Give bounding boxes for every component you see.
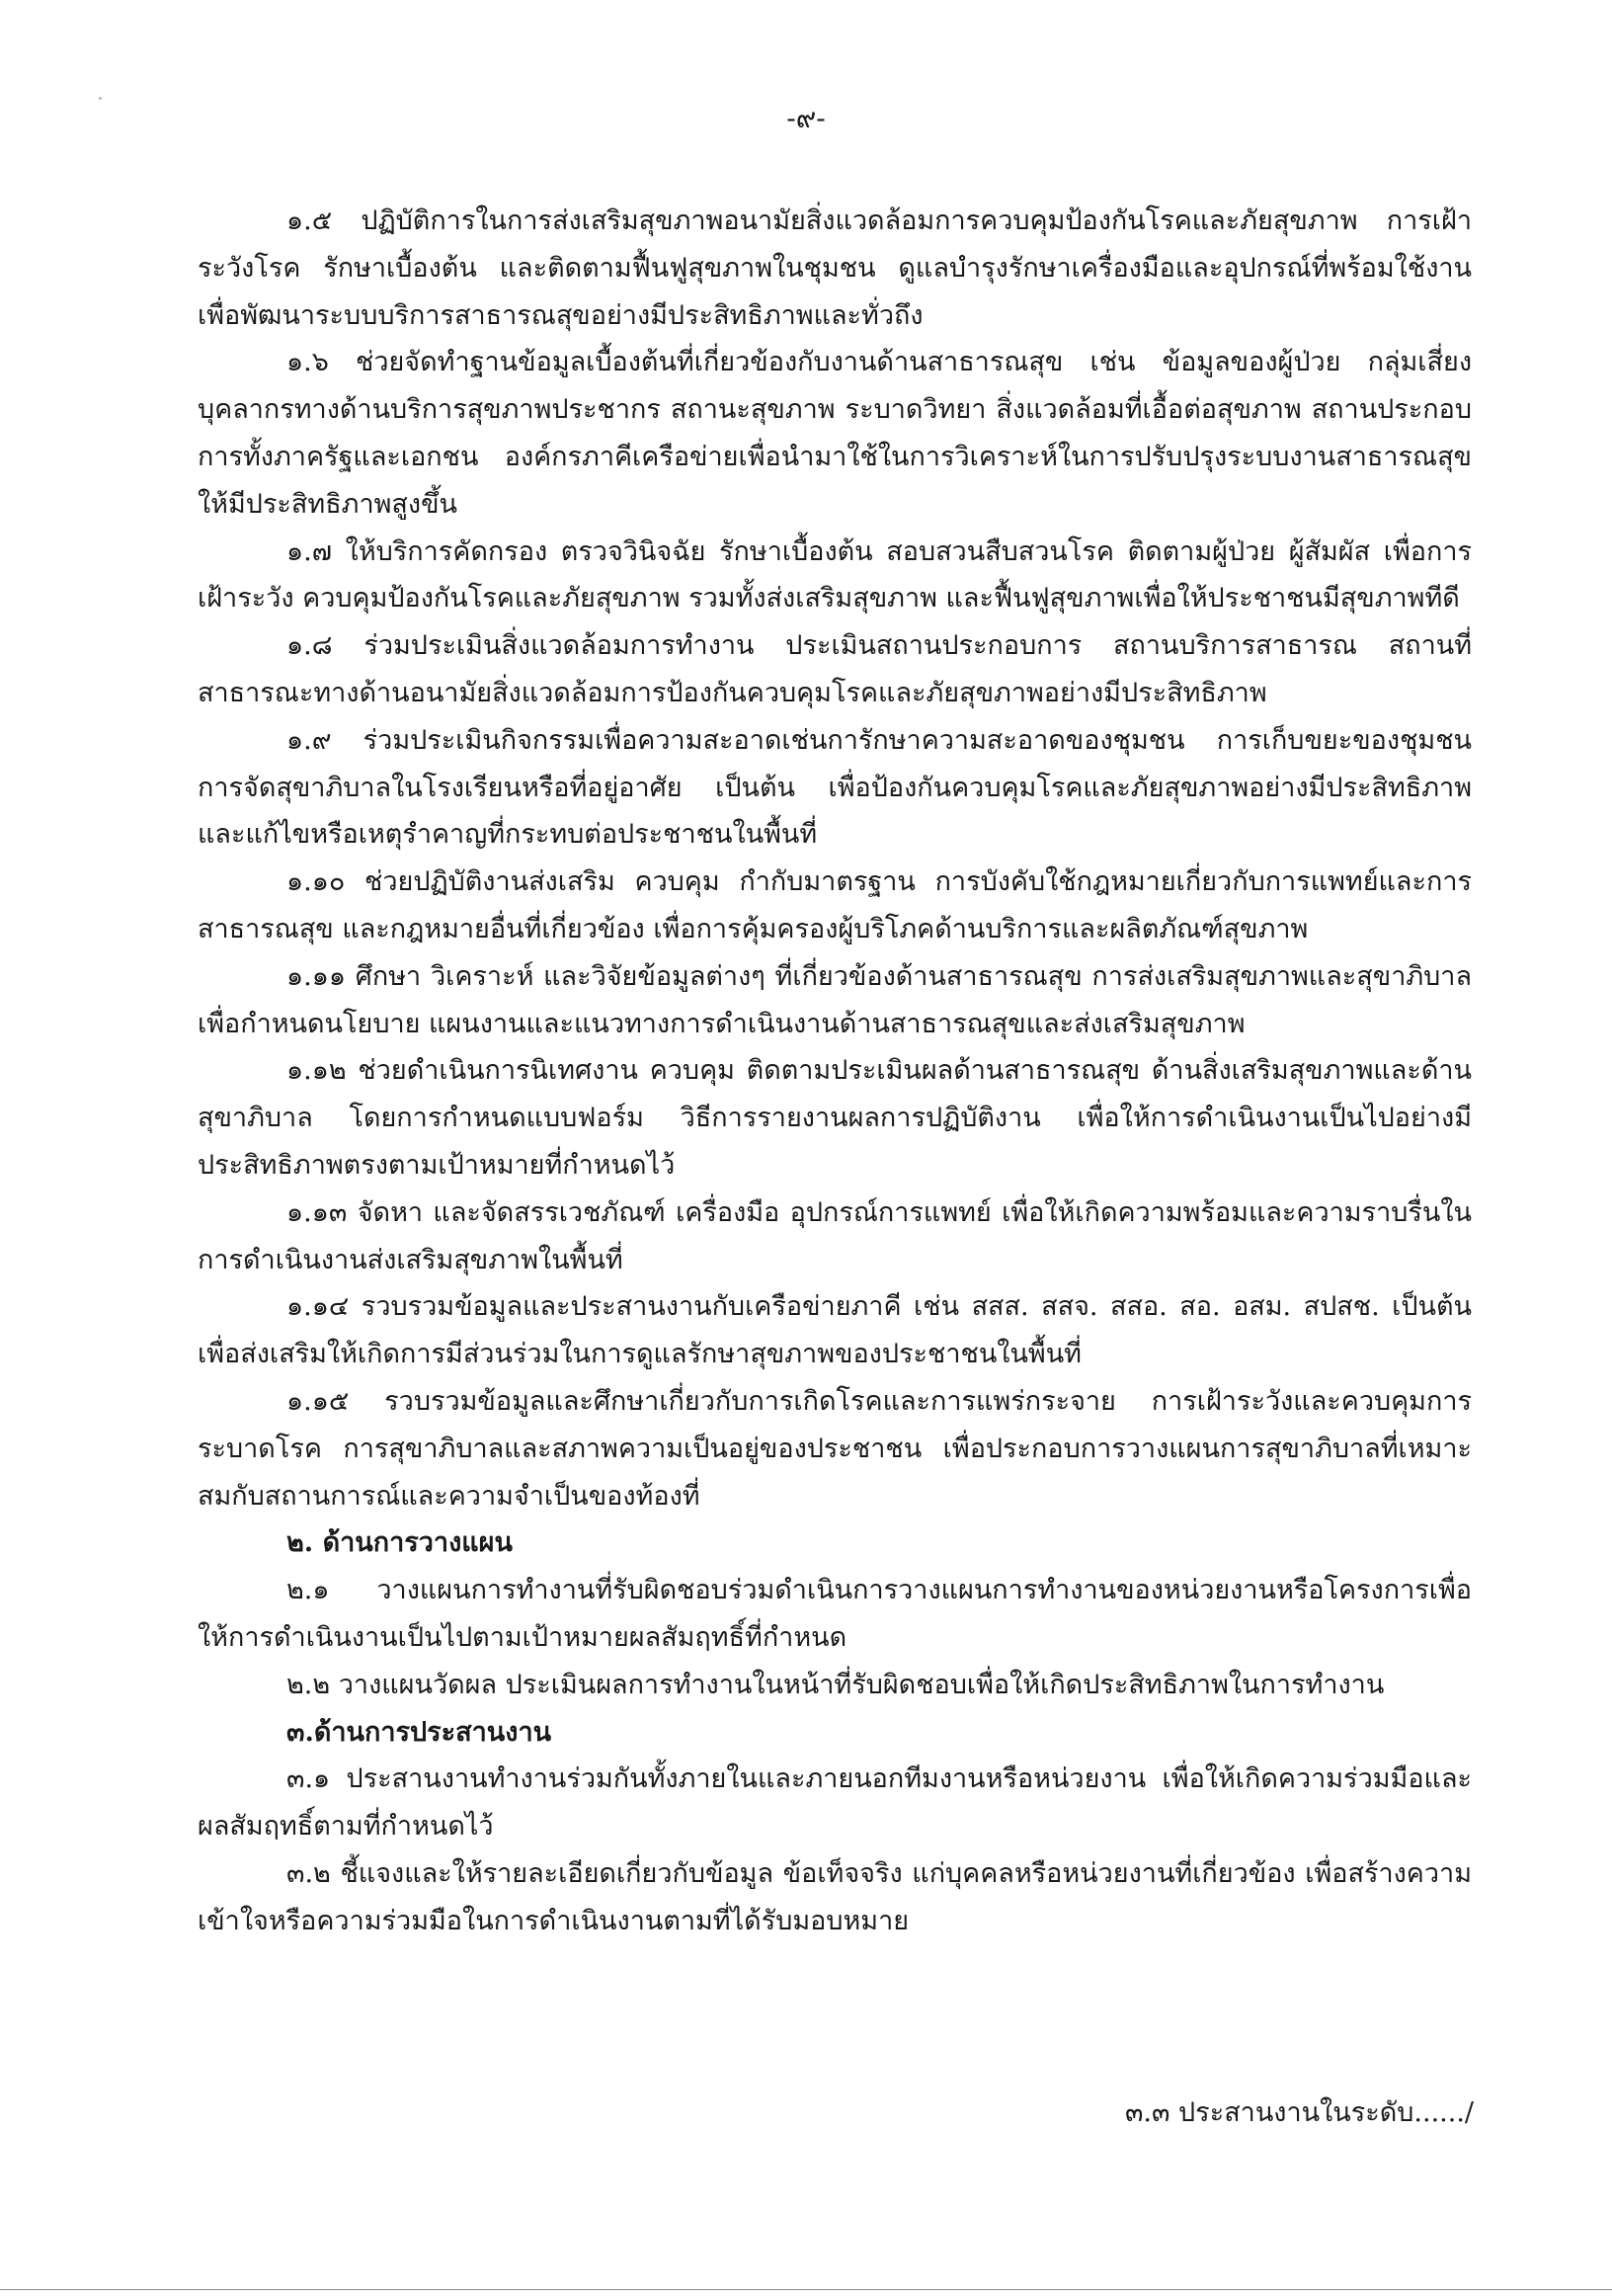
section-3-heading: ๓.ด้านการประสานงาน <box>286 1716 552 1748</box>
paragraph-1-8: ๑.๘ ร่วมประเมินสิ่งแวดล้อมการทำงาน ประเมินสถานประกอบการ สถานบริการสาธารณ สถานที่สาธารณะทางด้านอนามัยสิ่งแวดล้อมการป้องกันควบคุมโรคและภัยสุขภาพอย่างมีประสิทธิภาพ <box>198 630 1472 708</box>
paragraph-1-14: ๑.๑๔ รวบรวมข้อมูลและประสานงานกับเครือข่ายภาคี เช่น สสส. สสจ. สสอ. สอ. อสม. สปสช. เป็นต้น เพื่อส่งเสริมให้เกิดการมีส่วนร่วมในการดูแลรักษาสุขภาพของประชาชนในพื้นที่ <box>198 1291 1472 1370</box>
continuation-note: ๓.๓ ประสานงานในระดับ....../ <box>1124 2097 1474 2128</box>
paragraph-1-6: ๑.๖ ช่วยจัดทำฐานข้อมูลเบื้องต้นที่เกี่ยวข้องกับงานด้านสาธารณสุข เช่น ข้อมูลของผู้ป่วย กลุ่มเสี่ยง บุคลากรทางด้านบริการสุขภาพประชากร สถานะสุขภาพ ระบาดวิทยา สิ่งแวดล้อมที่เอื้อต่อสุขภาพ สถานประกอบการทั้งภาครัฐและเอกชน องค์กรภาคีเครือข่ายเพื่อนำมาใช้ในการวิเคราะห์ในการปรับปรุงระบบงานสาธารณสุขให้มีประสิทธิภาพสูงขึ้น <box>198 347 1472 520</box>
paragraph-3-1: ๓.๑ ประสานงานทำงานร่วมกันทั้งภายในและภายนอกทีมงานหรือหน่วยงาน เพื่อให้เกิดความร่วมมือและผลสัมฤทธิ์ตามที่กำหนดไว้ <box>198 1763 1472 1843</box>
paragraph-1-12: ๑.๑๒ ช่วยดำเนินการนิเทศงาน ควบคุม ติดตามประเมินผลด้านสาธารณสุข ด้านสิ่งเสริมสุขภาพและด้านสุขาภิบาล โดยการกำหนดแบบฟอร์ม วิธีการรายงานผลการปฏิบัติงาน เพื่อให้การดำเนินงานเป็นไปอย่างมีประสิทธิภาพตรงตามเป้าหมายที่กำหนดไว้ <box>198 1055 1472 1181</box>
paragraph-3-2: ๓.๒ ชี้แจงและให้รายละเอียดเกี่ยวกับข้อมูล ข้อเท็จจริง แก่บุคคลหรือหน่วยงานที่เกี่ยวข้อง เพื่อสร้างความเข้าใจหรือความร่วมมือในการดำเนินงานตามที่ได้รับมอบหมาย <box>198 1857 1472 1936</box>
paragraph-1-13: ๑.๑๓ จัดหา และจัดสรรเวชภัณฑ์ เครื่องมือ อุปกรณ์การแพทย์ เพื่อให้เกิดความพร้อมและความราบรื่นในการดำเนินงานส่งเสริมสุขภาพในพื้นที่ <box>198 1196 1472 1275</box>
paragraph-2-2: ๒.๒ วางแผนวัดผล ประเมินผลการทำงานในหน้าที่รับผิดชอบเพื่อให้เกิดประสิทธิภาพในการทำงาน <box>286 1669 1385 1700</box>
paragraph-1-7: ๑.๗ ให้บริการคัดกรอง ตรวจวินิจฉัย รักษาเบื้องต้น สอบสวนสืบสวนโรค ติดตามผู้ป่วย ผู้สัมผัส เพื่อการเฝ้าระวัง ควบคุมป้องกันโรคและภัยสุขภาพ รวมทั้งส่งเสริมสุขภาพ และฟื้นฟูสุขภาพเพื่อให้ประชาชนมีสุขภาพทีดี <box>198 535 1472 615</box>
paragraph-1-5: ๑.๕ ปฏิบัติการในการส่งเสริมสุขภาพอนามัยสิ่งแวดล้อมการควบคุมป้องกันโรคและภัยสุขภาพ การเฝ้าระวังโรค รักษาเบื้องต้น และติดตามฟื้นฟูสุขภาพในชุมชน ดูแลบำรุงรักษาเครื่องมือและอุปกรณ์ที่พร้อมใช้งานเพื่อพัฒนาระบบบริการสาธารณสุขอย่างมีประสิทธิภาพและทั่วถึง <box>198 205 1472 331</box>
paragraph-1-11: ๑.๑๑ ศึกษา วิเคราะห์ และวิจัยข้อมูลต่างๆ ที่เกี่ยวข้องด้านสาธารณสุข การส่งเสริมสุขภาพและสุขาภิบาลเพื่อกำหนดนโยบาย แผนงานและแนวทางการดำเนินงานด้านสาธารณสุขและส่งเสริมสุขภาพ <box>198 960 1472 1039</box>
document-body <box>198 198 1472 1944</box>
paragraph-2-1: ๒.๑ วางแผนการทำงานที่รับผิดชอบร่วมดำเนินการวางแผนการทำงานของหน่วยงานหรือโครงการเพื่อให้การดำเนินงานเป็นไปตามเป้าหมายผลสัมฤทธิ์ที่กำหนด <box>198 1575 1472 1653</box>
paragraph-1-15: ๑.๑๕ รวบรวมข้อมูลและศึกษาเกี่ยวกับการเกิดโรคและการแพร่กระจาย การเฝ้าระวังและควบคุมการระบาดโรค การสุขาภิบาลและสภาพความเป็นอยู่ของประชาชน เพื่อประกอบการวางแผนการสุขาภิบาลที่เหมาะสมกับสถานการณ์และความจำเป็นของท้องที่ <box>198 1385 1472 1512</box>
page-number: -๙- <box>786 102 826 134</box>
section-2-heading: ๒. ด้านการวางแผน <box>286 1527 513 1559</box>
paragraph-1-9: ๑.๙ ร่วมประเมินกิจกรรมเพื่อความสะอาดเช่นการักษาความสะอาดของชุมชน การเก็บขยะของชุมชน การจัดสุขาภิบาลในโรงเรียนหรือที่อยู่อาศัย เป็นต้น เพื่อป้องกันควบคุมโรคและภัยสุขภาพอย่างมีประสิทธิภาพ และแก้ไขหรือเหตุรำคาญที่กระทบต่อประชาชนในพื้นที่ <box>198 724 1472 851</box>
page-bottom-edge <box>0 2289 1612 2290</box>
paragraph-1-10: ๑.๑๐ ช่วยปฏิบัติงานส่งเสริม ควบคุม กำกับมาตรฐาน การบังคับใช้กฎหมายเกี่ยวกับการแพทย์และการสาธารณสุข และกฎหมายอื่นที่เกี่ยวข้อง เพื่อการคุ้มครองผู้บริโภคด้านบริการและผลิตภัณฑ์สุขภาพ <box>198 866 1472 944</box>
